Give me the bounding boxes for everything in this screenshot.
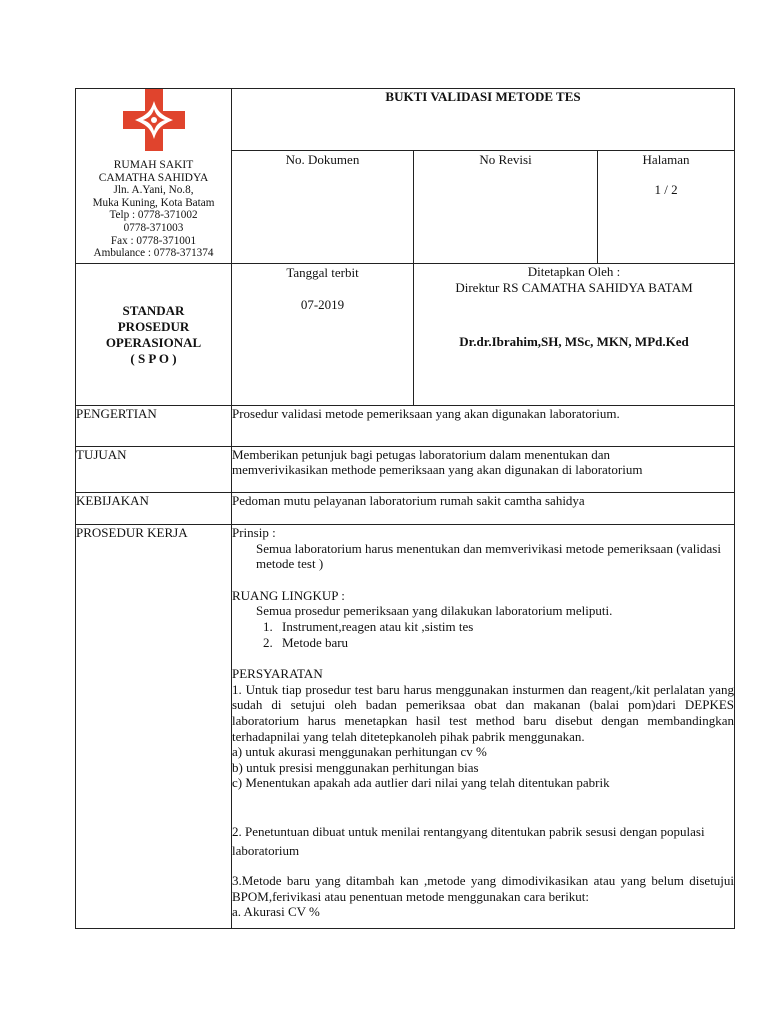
- spo-line2: PROSEDUR: [117, 318, 190, 334]
- hospital-info: [76, 159, 231, 260]
- document-title: BUKTI VALIDASI METODE TES: [232, 89, 735, 151]
- spo-line1: STANDAR: [122, 302, 185, 318]
- direktur-title: Direktur RS CAMATHA SAHIDYA BATAM: [455, 280, 693, 295]
- no-revisi-label: No Revisi: [479, 152, 532, 167]
- prinsip-heading: Prinsip :: [232, 525, 276, 540]
- hospital-telp2: 0778-371003: [123, 221, 184, 234]
- ditetapkan-label: Ditetapkan Oleh :: [527, 264, 621, 279]
- spo-title-cell: [76, 264, 232, 406]
- tanggal-terbit-cell: [232, 264, 414, 406]
- persyaratan-item-2: 2. Penetuntuan dibuat untuk menilai rentangyang ditentukan pabrik sesusi dengan populasi laboratorium: [232, 823, 705, 858]
- red-cross-logo-icon: [123, 89, 185, 151]
- persyaratan-item-3: 3.Metode baru yang ditambah kan ,metode yang dimodivikasikan atau yang belum disetujui BPOM,ferivikasi atau penentuan metode menggunakan cara berikut:: [232, 872, 735, 904]
- hospital-address-line2: Muka Kuning, Kota Batam: [92, 196, 215, 209]
- kebijakan-label: KEBIJAKAN: [76, 493, 232, 525]
- hospital-name-line2: CAMATHA SAHIDYA: [98, 171, 209, 184]
- tujuan-cell: [232, 447, 735, 493]
- persyaratan-item-b: b) untuk presisi menggunakan perhitungan bias: [232, 759, 479, 775]
- spo-line4: ( S P O ): [130, 350, 177, 366]
- no-revisi-cell: [414, 151, 598, 264]
- persyaratan-item-3a: a. Akurasi CV %: [232, 904, 320, 920]
- hospital-ambulance: Ambulance : 0778-371374: [93, 247, 214, 260]
- ruang-lingkup-list: [232, 619, 734, 650]
- pengertian-label: PENGERTIAN: [76, 406, 232, 447]
- persyaratan-item-1: 1. Untuk tiap prosedur test baru harus menggunakan insturmen dan reagent,/kit perlalatan yang sudah di setujui oleh badan pemeriksaa obat dan makanan (balai pom)dari DEPKES laboratorium harus menetapkan hasil test method baru disebut dengan membandingkan terhadapnilai yang telah ditetepkanoleh pihak pabrik menggunakan.: [232, 681, 735, 744]
- tanggal-terbit-label: Tanggal terbit: [286, 265, 359, 280]
- ditetapkan-cell: [414, 264, 735, 406]
- signatory-name: Dr.dr.Ibrahim,SH, MSc, MKN, MPd.Ked: [459, 334, 689, 349]
- tujuan-line2: memverivikasikan methode pemeriksaan yang akan digunakan di laboratorium: [232, 462, 643, 477]
- pengertian-text: Prosedur validasi metode pemeriksaan yang akan digunakan laboratorium.: [232, 406, 735, 447]
- tujuan-label: TUJUAN: [76, 447, 232, 493]
- tujuan-line1: Memberikan petunjuk bagi petugas laboratorium dalam menentukan dan: [232, 447, 610, 462]
- hospital-address-line1: Jln. A.Yani, No.8,: [113, 184, 194, 197]
- ruang-lingkup-heading: RUANG LINGKUP :: [232, 587, 345, 603]
- ruang-lingkup-text: Semua prosedur pemeriksaan yang dilakukan laboratorium meliputi.: [256, 603, 613, 619]
- halaman-label: Halaman: [642, 152, 690, 167]
- tanggal-terbit-value: 07-2019: [300, 297, 345, 312]
- halaman-cell: [598, 151, 735, 264]
- hospital-fax: Fax : 0778-371001: [110, 234, 197, 247]
- no-dokumen-label: No. Dokumen: [285, 152, 360, 167]
- spo-line3: OPERASIONAL: [105, 334, 202, 350]
- list-item: 2. Metode baru: [276, 635, 734, 651]
- spo-document-table: [75, 88, 735, 929]
- no-dokumen-cell: [232, 151, 414, 264]
- persyaratan-item-a: a) untuk akurasi menggunakan perhitungan cv %: [232, 744, 487, 760]
- prosedur-kerja-content: [232, 525, 735, 929]
- persyaratan-item-c: c) Menentukan apakah ada autlier dari nilai yang telah ditentukan pabrik: [232, 775, 610, 791]
- prinsip-text: Semua laboratorium harus menentukan dan memverivikasi metode pemeriksaan (validasi metode test ): [256, 540, 721, 572]
- halaman-value: 1 / 2: [654, 182, 678, 197]
- prosedur-kerja-label: PROSEDUR KERJA: [76, 525, 232, 929]
- hospital-name-line1: RUMAH SAKIT: [113, 159, 194, 171]
- persyaratan-heading: PERSYARATAN: [232, 666, 323, 682]
- list-item: 1. Instrument,reagen atau kit ,sistim tes: [276, 619, 734, 635]
- hospital-telp1: Telp : 0778-371002: [109, 209, 198, 222]
- kebijakan-text: Pedoman mutu pelayanan laboratorium rumah sakit camtha sahidya: [232, 493, 735, 525]
- hospital-header-cell: [76, 89, 232, 264]
